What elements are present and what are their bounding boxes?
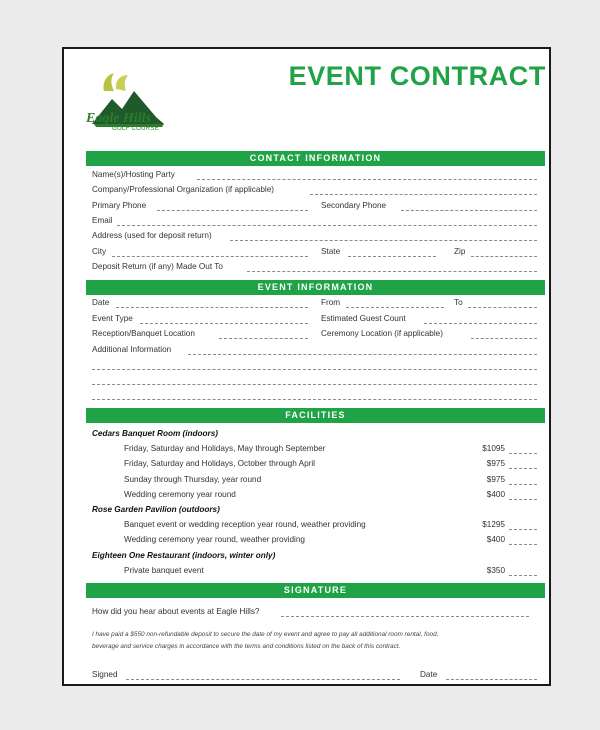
to-label: To xyxy=(454,298,463,307)
deposit-return-label: Deposit Return (if any) Made Out To xyxy=(92,262,223,271)
primary-phone-label: Primary Phone xyxy=(92,201,147,210)
primary-phone-field[interactable] xyxy=(157,210,308,211)
facility-item-label: Wedding ceremony year round, weather providing xyxy=(124,535,305,544)
ceremony-location-field[interactable] xyxy=(471,338,537,339)
event-type-field[interactable] xyxy=(140,323,308,324)
additional-info-line[interactable] xyxy=(92,384,537,385)
facility-item-price: $975 xyxy=(486,459,505,468)
address-label: Address (used for deposit return) xyxy=(92,231,212,240)
facility-item-entry[interactable] xyxy=(509,453,537,454)
from-field[interactable] xyxy=(346,307,444,308)
logo-subtitle: GOLF COURSE xyxy=(112,126,159,132)
facility-item-label: Friday, Saturday and Holidays, October through April xyxy=(124,459,315,468)
facility-item-entry[interactable] xyxy=(509,468,537,469)
facility-item-entry[interactable] xyxy=(509,484,537,485)
email-field[interactable] xyxy=(117,225,537,226)
ceremony-location-label: Ceremony Location (if applicable) xyxy=(321,329,443,338)
section-facilities-bar: FACILITIES xyxy=(86,408,545,423)
secondary-phone-label: Secondary Phone xyxy=(321,201,387,210)
logo-wordmark: Eagle Hills xyxy=(86,111,151,126)
section-contact-bar: CONTACT INFORMATION xyxy=(86,151,545,166)
section-event-bar: EVENT INFORMATION xyxy=(86,280,545,295)
facility-item-price: $975 xyxy=(486,475,505,484)
city-field[interactable] xyxy=(112,256,308,257)
contract-page xyxy=(62,47,551,686)
additional-info-line[interactable] xyxy=(92,369,537,370)
address-field[interactable] xyxy=(230,240,537,241)
deposit-return-field[interactable] xyxy=(247,271,537,272)
facility-item-price: $1095 xyxy=(482,444,505,453)
signed-label: Signed xyxy=(92,670,118,679)
event-type-label: Event Type xyxy=(92,314,133,323)
facility-heading: Rose Garden Pavilion (outdoors) xyxy=(92,505,220,514)
name-label: Name(s)/Hosting Party xyxy=(92,170,175,179)
facility-item-label: Wedding ceremony year round xyxy=(124,490,236,499)
section-signature-bar: SIGNATURE xyxy=(86,583,545,598)
additional-info-field[interactable] xyxy=(188,354,537,355)
signature-date-field[interactable] xyxy=(446,679,537,680)
state-label: State xyxy=(321,247,341,256)
facility-item-label: Sunday through Thursday, year round xyxy=(124,475,262,484)
how-heard-field[interactable] xyxy=(281,616,529,617)
facility-item-entry[interactable] xyxy=(509,499,537,500)
additional-info-label: Additional Information xyxy=(92,345,172,354)
zip-field[interactable] xyxy=(471,256,537,257)
to-field[interactable] xyxy=(468,307,537,308)
state-field[interactable] xyxy=(348,256,436,257)
guest-count-field[interactable] xyxy=(424,323,537,324)
signature-date-label: Date xyxy=(420,670,438,679)
facility-heading: Eighteen One Restaurant (indoors, winter only) xyxy=(92,551,276,560)
facility-item-entry[interactable] xyxy=(509,544,537,545)
zip-label: Zip xyxy=(454,247,466,256)
facility-item-entry[interactable] xyxy=(509,575,537,576)
secondary-phone-field[interactable] xyxy=(401,210,537,211)
date-label: Date xyxy=(92,298,110,307)
facility-item-label: Banquet event or wedding reception year round, weather providing xyxy=(124,520,366,529)
document-title: EVENT CONTRACT xyxy=(288,61,546,91)
agreement-text-line: I have paid a $550 non-refundable deposit to secure the date of my event and agree to pay all additional room rental, food, xyxy=(92,631,439,638)
company-label: Company/Professional Organization (if applicable) xyxy=(92,185,275,194)
signature-field[interactable] xyxy=(126,679,400,680)
facility-item-entry[interactable] xyxy=(509,529,537,530)
city-label: City xyxy=(92,247,107,256)
name-field[interactable] xyxy=(197,179,537,180)
additional-info-line[interactable] xyxy=(92,399,537,400)
reception-location-label: Reception/Banquet Location xyxy=(92,329,195,338)
facility-heading: Cedars Banquet Room (indoors) xyxy=(92,429,219,438)
facility-item-price: $350 xyxy=(486,566,505,575)
date-field[interactable] xyxy=(116,307,308,308)
guest-count-label: Estimated Guest Count xyxy=(321,314,406,323)
reception-location-field[interactable] xyxy=(219,338,308,339)
facility-item-price: $400 xyxy=(486,535,505,544)
facility-item-price: $400 xyxy=(486,490,505,499)
company-field[interactable] xyxy=(310,194,537,195)
facility-item-price: $1295 xyxy=(482,520,505,529)
from-label: From xyxy=(321,298,341,307)
email-label: Email xyxy=(92,216,113,225)
agreement-text-line: beverage and service charges in accordance with the terms and conditions listed on the back of this contract. xyxy=(92,643,401,650)
facility-item-label: Friday, Saturday and Holidays, May through September xyxy=(124,444,326,453)
how-heard-label: How did you hear about events at Eagle Hills? xyxy=(92,607,260,616)
facility-item-label: Private banquet event xyxy=(124,566,204,575)
